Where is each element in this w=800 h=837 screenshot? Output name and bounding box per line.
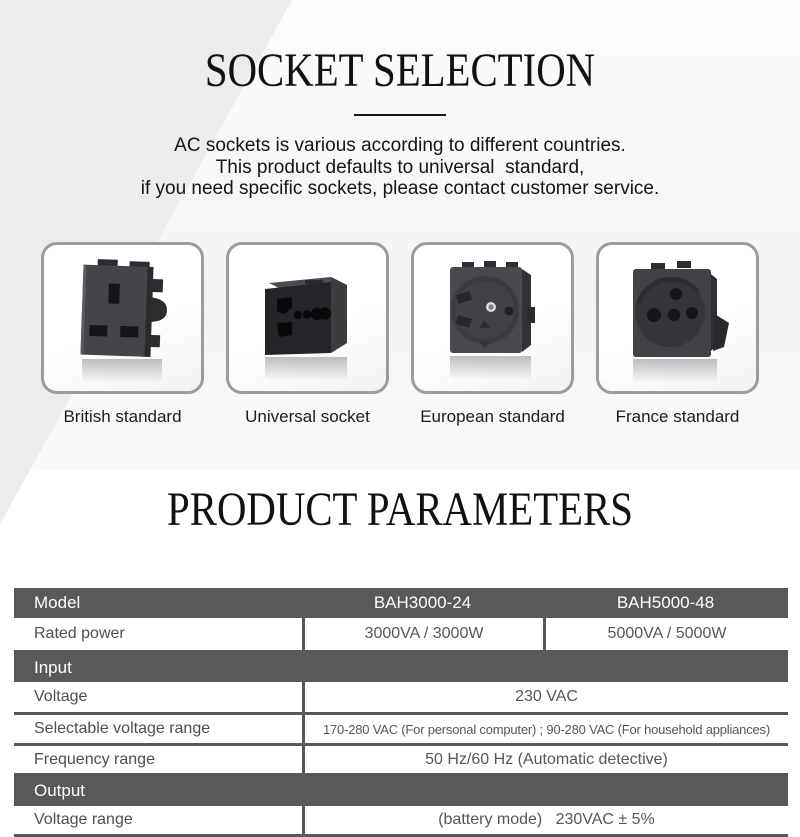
rated-power-1-value: 3000VA / 3000W [302,618,543,650]
table-row-section-output [14,776,788,806]
parameters-table [14,588,788,837]
description-line: This product defaults to universal standard, [215,156,585,178]
table-row-rated-power [14,618,788,653]
section-label: Input [34,657,72,677]
socket-card-france [596,242,759,427]
france-socket-icon [615,251,741,385]
universal-socket-icon [245,251,371,385]
table-row-section-input [14,653,788,682]
row-label: Frequency range [34,750,155,768]
socket-image-frame [411,242,574,394]
model-2-value: BAH5000-48 [616,593,715,612]
socket-card-label: European standard [420,406,565,426]
row-label: Model [34,593,81,612]
frequency-range-value: 50 Hz/60 Hz (Automatic detective) [302,746,788,773]
socket-image-frame [226,242,389,394]
page-title: SOCKET SELECTION [204,44,596,97]
socket-card-label: France standard [615,406,740,426]
section-label: Output [34,781,86,800]
row-label: Voltage range [34,811,133,828]
table-row-model [14,588,788,618]
selectable-voltage-range-value: 170-280 VAC (For personal computer) ; 90-280 VAC (For household appliances) [302,715,788,743]
parameters-title: PRODUCT PARAMETERS [167,483,633,536]
socket-card-label: British standard [63,406,182,426]
description-line: AC sockets is various according to different countries. [174,135,626,156]
description-line: if you need specific sockets, please contact customer service. [140,178,660,199]
socket-card-british [41,242,204,427]
socket-card-universal [226,242,389,427]
british-socket-icon [60,251,186,385]
rated-power-2-value: 5000VA / 5000W [543,618,788,650]
table-row-selectable-voltage-range [14,715,788,746]
socket-card-label: Universal socket [245,406,370,426]
table-row-frequency-range [14,746,788,776]
socket-cards-row [0,242,800,427]
section-description [0,135,800,200]
voltage-range-value: (battery mode) 230VAC ± 5% [302,806,788,834]
table-row-voltage [14,682,788,715]
model-1-value: BAH3000-24 [373,593,472,612]
socket-image-frame [596,242,759,394]
title-underline [354,114,446,116]
row-label: Rated power [34,625,125,642]
product-parameters-section [0,470,800,837]
voltage-value: 230 VAC [302,682,788,712]
table-row-voltage-range [14,806,788,837]
row-label: Voltage [34,688,88,705]
european-socket-icon [430,251,556,385]
socket-image-frame [41,242,204,394]
row-label: Selectable voltage range [34,720,211,737]
socket-card-european [411,242,574,427]
